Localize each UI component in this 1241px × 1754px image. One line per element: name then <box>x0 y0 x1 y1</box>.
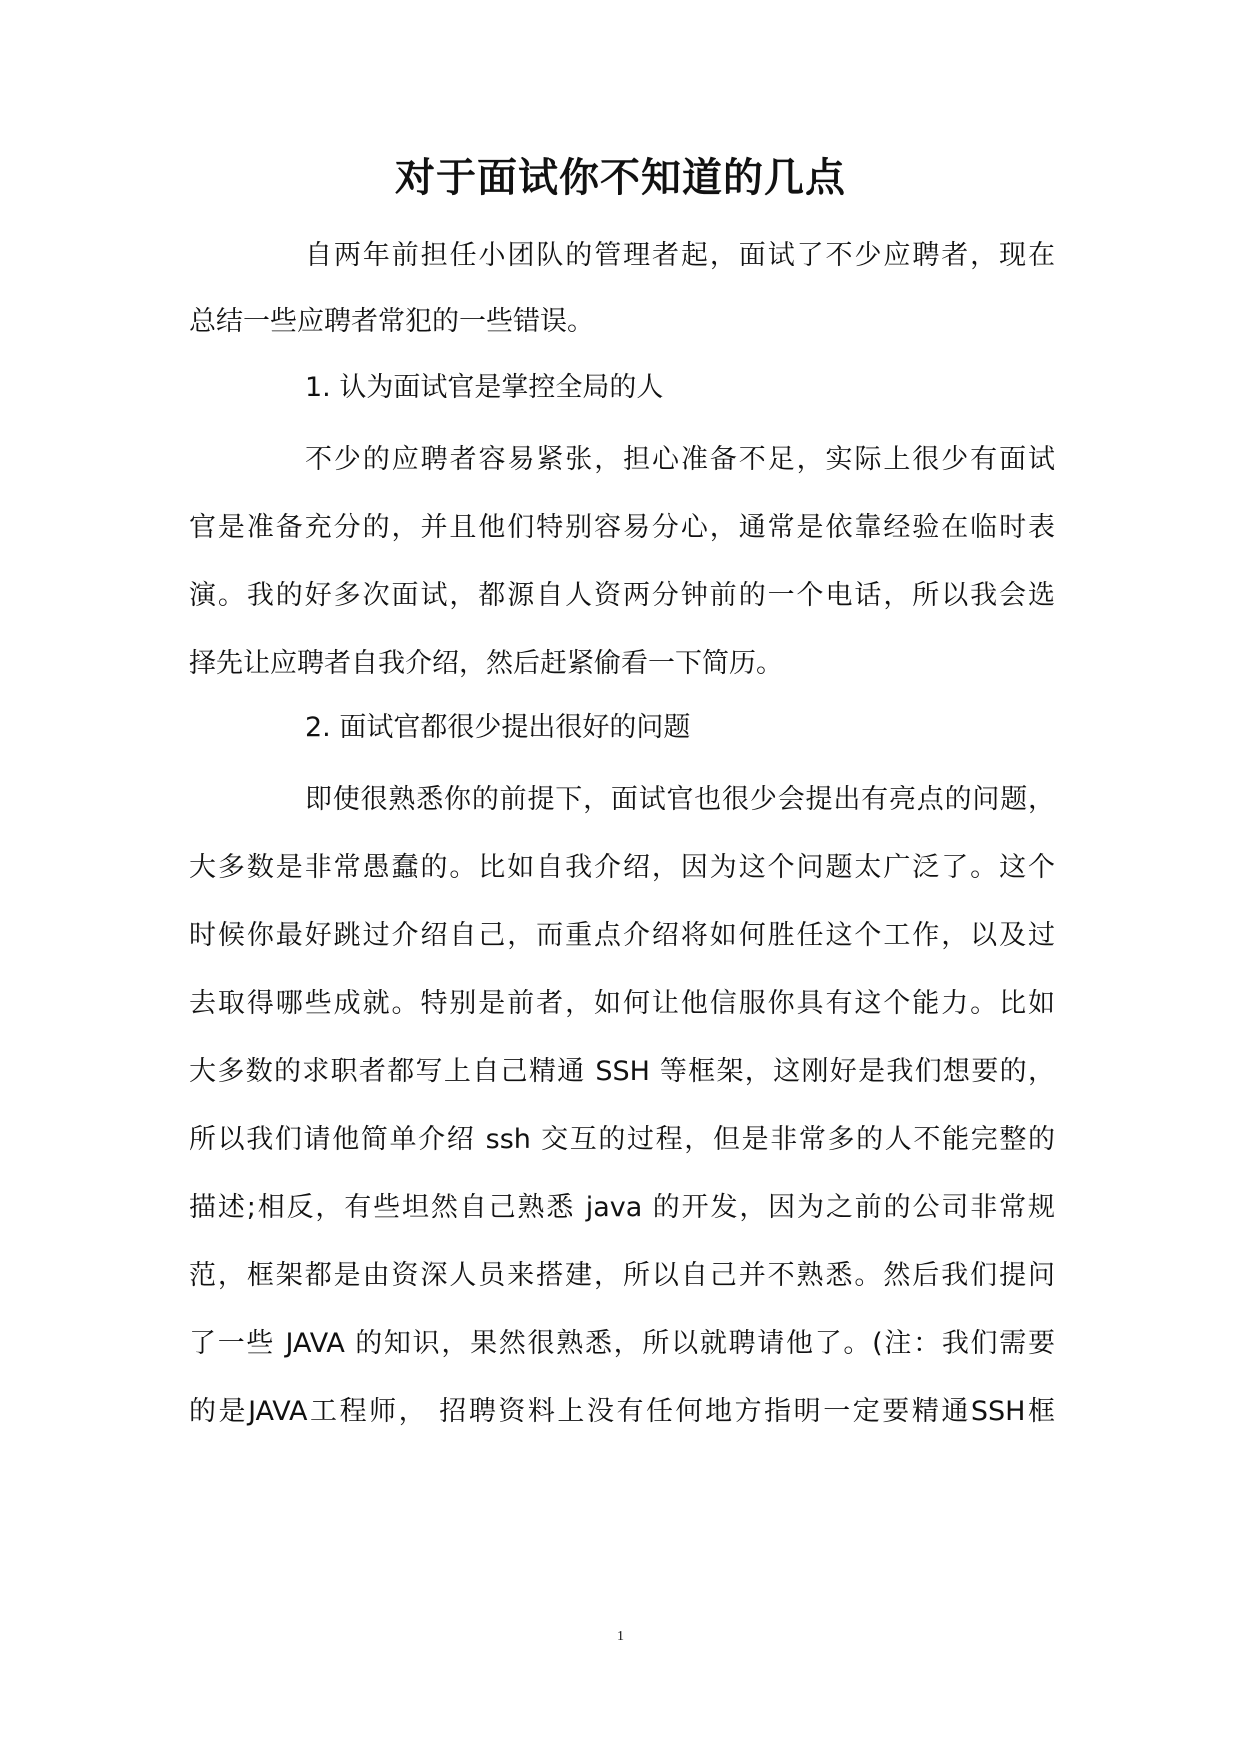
paragraph-line: 演。我的好多次面试，都源自人资两分钟前的一个电话，所以我会选 <box>189 580 1055 611</box>
section-heading: 2. 面试官都很少提出很好的问题 <box>305 712 691 743</box>
paragraph-line: 描述;相反，有些坦然自己熟悉 java 的开发，因为之前的公司非常规 <box>189 1192 1055 1223</box>
paragraph-line: 不少的应聘者容易紧张，担心准备不足，实际上很少有面试 <box>305 444 1055 475</box>
page-number: 1 <box>617 1629 624 1644</box>
paragraph-line: 总结一些应聘者常犯的一些错误。 <box>189 306 594 337</box>
document-title: 对于面试你不知道的几点 <box>395 154 846 201</box>
paragraph-line: 时候你最好跳过介绍自己，而重点介绍将如何胜任这个工作，以及过 <box>189 920 1055 951</box>
paragraph-line: 去取得哪些成就。特别是前者，如何让他信服你具有这个能力。比如 <box>189 988 1055 1019</box>
paragraph-line: 范，框架都是由资深人员来搭建，所以自己并不熟悉。然后我们提问 <box>189 1260 1055 1291</box>
paragraph-line: 即使很熟悉你的前提下，面试官也很少会提出有亮点的问题， <box>305 784 1055 815</box>
paragraph-line: 择先让应聘者自我介绍，然后赶紧偷看一下简历。 <box>189 648 783 679</box>
paragraph-line: 大多数的求职者都写上自己精通 SSH 等框架，这刚好是我们想要的， <box>189 1056 1055 1087</box>
paragraph-line: 官是准备充分的，并且他们特别容易分心，通常是依靠经验在临时表 <box>189 512 1055 543</box>
section-heading: 1. 认为面试官是掌控全局的人 <box>305 372 664 403</box>
paragraph-line: 大多数是非常愚蠢的。比如自我介绍，因为这个问题太广泛了。这个 <box>189 852 1055 883</box>
paragraph-line: 的是JAVA工程师， 招聘资料上没有任何地方指明一定要精通SSH框 <box>189 1396 1055 1427</box>
paragraph-line: 了一些 JAVA 的知识，果然很熟悉，所以就聘请他了。(注：我们需要 <box>189 1328 1055 1359</box>
paragraph-line: 自两年前担任小团队的管理者起，面试了不少应聘者，现在 <box>305 240 1055 271</box>
paragraph-line: 所以我们请他简单介绍 ssh 交互的过程，但是非常多的人不能完整的 <box>189 1124 1055 1155</box>
